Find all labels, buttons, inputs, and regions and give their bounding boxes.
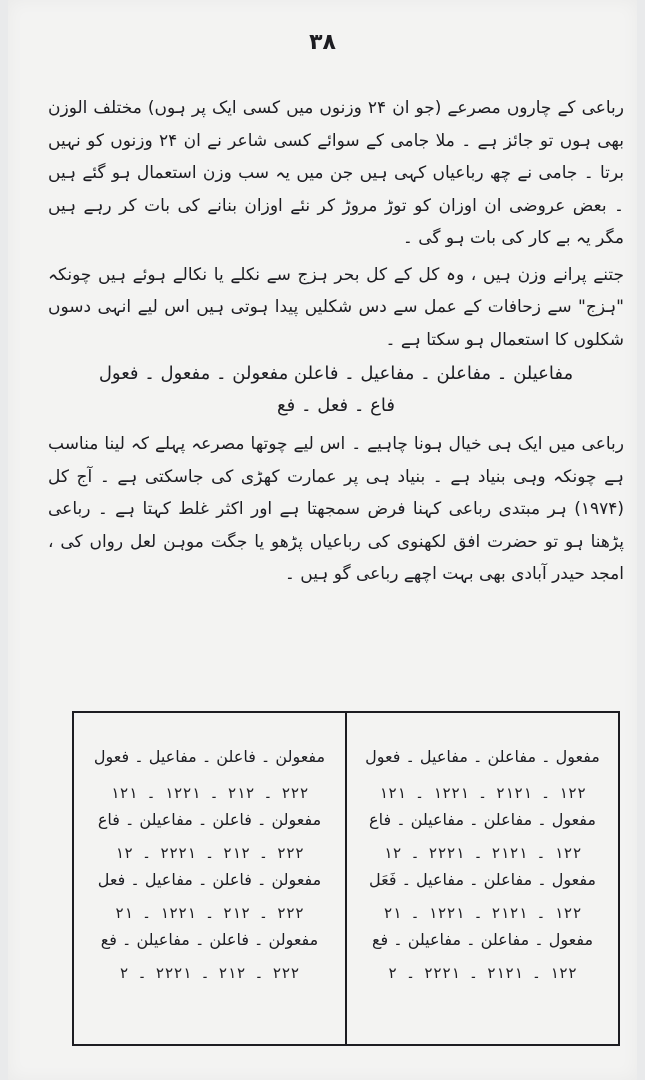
meter-scheme-table <box>72 711 620 1046</box>
scheme-numbers: ۱۲۲ ۔ ۲۱۲۱ ۔ ۲۲۲۱ ۔ ۱۲ <box>383 844 582 862</box>
book-page <box>8 0 637 1080</box>
scheme-numbers: ۱۲۲ ۔ ۲۱۲۱ ۔ ۱۲۲۱ ۔ ۲۱ <box>383 904 582 922</box>
paragraph-1: رباعی کے چاروں مصرعے (جو ان ۲۴ وزنوں میں کسی ایک پر ہوں) مختلف الوزن بھی ہوں تو جائز ہے ۔ ملا جامی کے سوائے کسی شاعر نے ان ۲۴ وزنوں کو نہیں برتا ۔ جامی نے چھ رباعیاں کہی ہیں جن میں یہ سب وزن استعمال ہو گئے ہیں ۔ بعض عروضی ان اوزان کو توڑ مروڑ کر نئے اوزان بنانے کی بات کر رہے ہیں مگر یہ بے کار کی بات ہو گی ۔ <box>48 98 624 248</box>
table-column-left <box>74 713 347 1044</box>
column-heading: مفعولن ۔ فاعلن ۔ مفاعیل ۔ فعول <box>93 747 326 766</box>
scheme-words: مفعول ۔ مفاعلن ۔ مفاعیلن ۔ فع <box>371 930 594 949</box>
meters-line-2: فاع ۔ فعل ۔ فع <box>277 395 395 416</box>
scheme-numbers: ۲۲۲ ۔ ۲۱۲ ۔ ۲۲۲۱ ۔ ۱۲ <box>115 844 304 862</box>
scheme-words: مفعولن ۔ فاعلن ۔ مفاعیلن ۔ فاع <box>97 810 322 829</box>
scheme-words: مفعولن ۔ فاعلن ۔ مفاعیلن ۔ فع <box>100 930 319 949</box>
paragraph-2: جتنے پرانے وزن ہیں ، وہ کل کے کل بحر ہزج سے نکلے یا نکالے ہوئے ہیں چونکہ "ہزج" سے زحافات کے عمل سے دس شکلیں پیدا ہوتی ہیں اس لیے انہی دسوں شکلوں کا استعمال ہو سکتا ہے ۔ <box>48 264 624 350</box>
body-text <box>48 92 624 591</box>
scheme-numbers: ۲۲۲ ۔ ۲۱۲ ۔ ۲۲۲۱ ۔ ۲ <box>119 964 300 982</box>
scheme-numbers: ۲۲۲ ۔ ۲۱۲ ۔ ۱۲۲۱ ۔ ۲۱ <box>115 904 304 922</box>
scheme-words: مفعول ۔ مفاعلن ۔ مفاعیلن ۔ فاع <box>369 810 596 829</box>
paragraph-3: رباعی میں ایک ہی خیال ہونا چاہیے ۔ اس لیے چوتھا مصرعہ پہلے کہ لینا مناسب ہے چونکہ وہی بنیاد ہے ۔ بنیاد ہی پر عمارت کھڑی کی جاسکتی ہے ۔ آج کل (۱۹۷۴) ہر مبتدی رباعی کہنا فرض سمجھتا ہے اور اکثر غلط کہتا ہے ۔ رباعی پڑھنا ہو تو حضرت افق لکھنوی کی رباعیاں پڑھو یا جگت موہن لعل رواں کی ، امجد حیدر آبادی بھی بہت اچھے رباعی گو ہیں ۔ <box>48 434 624 584</box>
scheme-words: مفعولن ۔ فاعلن ۔ مفاعیل ۔ فعل <box>97 870 322 889</box>
table-column-right <box>347 713 618 1044</box>
column-heading: مفعول ۔ مفاعلن ۔ مفاعیل ۔ فعول <box>365 747 600 766</box>
meters-line-1: مفاعیلن ۔ مفاعلن ۔ مفاعیل ۔ فاعلن مفعولن ۔ مفعول ۔ فعول <box>98 363 574 384</box>
scheme-numbers: ۱۲۲ ۔ ۲۱۲۱ ۔ ۲۲۲۱ ۔ ۲ <box>388 964 577 982</box>
page-number: ۳۸ <box>309 30 336 55</box>
scheme-numbers: ۲۲۲ ۔ ۲۱۲ ۔ ۱۲۲۱ ۔ ۱۲۱ <box>110 784 309 802</box>
scheme-words: مفعول ۔ مفاعلن ۔ مفاعیل ۔ فَعَل <box>369 870 596 889</box>
scheme-numbers: ۱۲۲ ۔ ۲۱۲۱ ۔ ۱۲۲۱ ۔ ۱۲۱ <box>378 784 586 802</box>
